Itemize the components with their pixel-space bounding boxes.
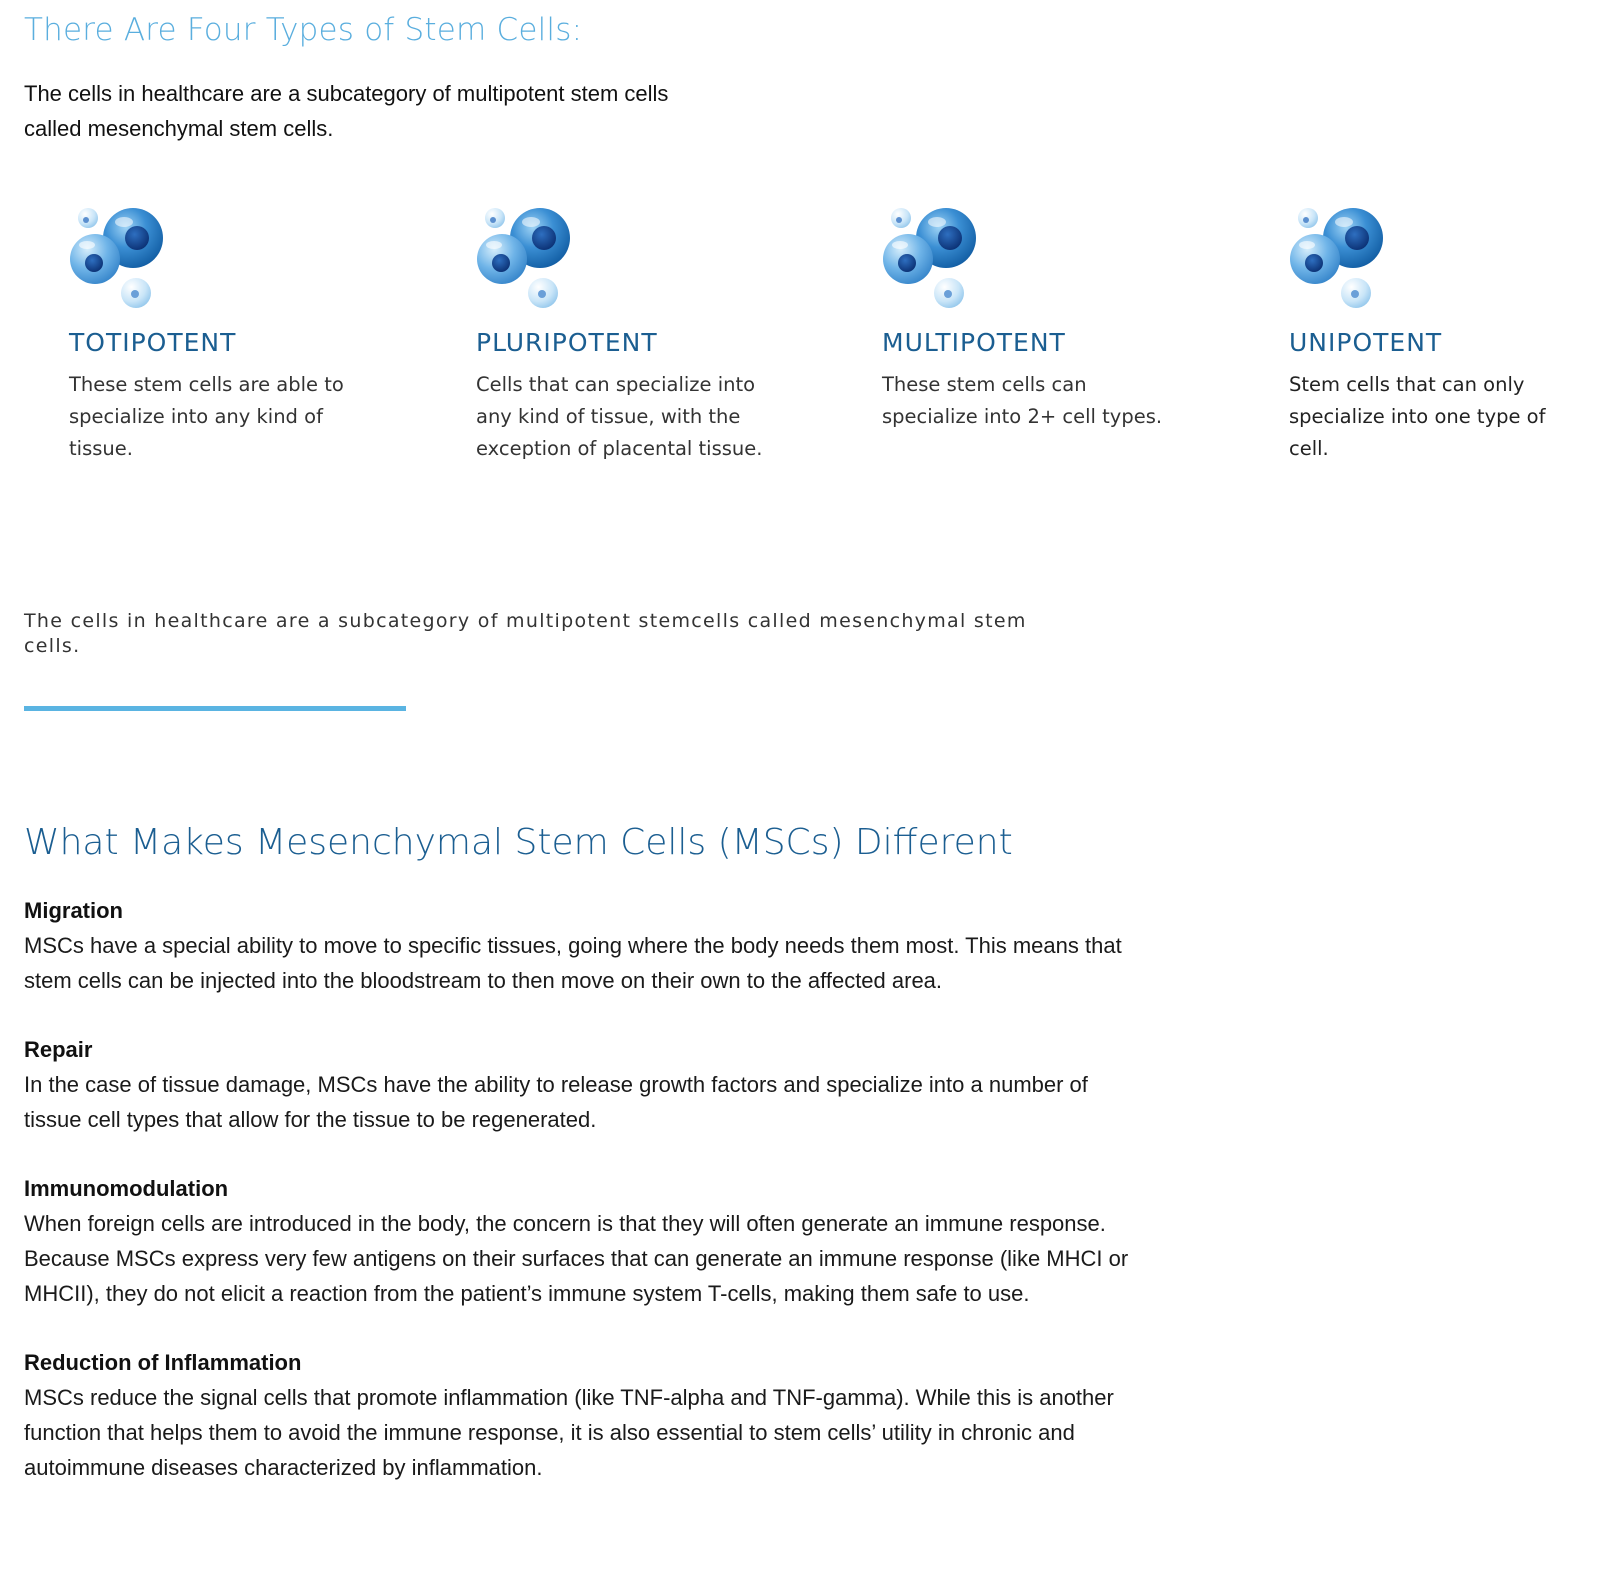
type-card-multipotent <box>882 205 1172 433</box>
msc-section-reduction-of-inflammation <box>24 1345 1134 1485</box>
divider-rule <box>24 706 406 711</box>
msc-body: MSCs have a special ability to move to specific tissues, going where the body needs them most. This means that stem cells can be injected into the bloodstream to then move on their own to the affected area. <box>24 933 1122 993</box>
msc-title: What Makes Mesenchymal Stem Cells (MSCs) Different <box>24 822 1013 863</box>
msc-body: When foreign cells are introduced in the body, the concern is that they will often generate an immune response. Because MSCs express very few antigens on their surfaces that can generate an immune response (like MHCI or MHCII), they do not elicit a reaction from the patient’s immune system T-cells, making them safe to use. <box>24 1211 1129 1306</box>
msc-body: In the case of tissue damage, MSCs have the ability to release growth factors and specialize into a number of tissue cell types that allow for the tissue to be regenerated. <box>24 1072 1088 1132</box>
stem-cells-icon <box>476 205 576 310</box>
type-card-totipotent <box>69 205 359 465</box>
stem-cells-icon <box>882 205 982 310</box>
stem-cells-icon <box>69 205 169 310</box>
type-name: MULTIPOTENT <box>882 328 1066 357</box>
msc-heading: Reduction of Inflammation <box>24 1350 302 1375</box>
msc-heading: Repair <box>24 1037 93 1062</box>
types-note: The cells in healthcare are a subcategory of multipotent stemcells called mesenchymal stem cells. <box>24 610 1027 657</box>
msc-heading: Immunomodulation <box>24 1176 229 1201</box>
types-title: There Are Four Types of Stem Cells: <box>24 12 583 48</box>
type-card-unipotent <box>1289 205 1579 465</box>
type-description: These stem cells can specialize into 2+ cell types. <box>882 373 1163 428</box>
msc-section-immunomodulation <box>24 1171 1134 1311</box>
types-grid <box>69 205 1589 505</box>
type-name: PLURIPOTENT <box>476 328 658 357</box>
type-description: Stem cells that can only specialize into one type of cell. <box>1289 373 1546 460</box>
type-description: These stem cells are able to specialize into any kind of tissue. <box>69 373 344 460</box>
type-card-pluripotent <box>476 205 766 465</box>
msc-heading: Migration <box>24 898 123 923</box>
msc-section-migration <box>24 893 1134 998</box>
msc-sections <box>24 893 1134 1485</box>
type-description: Cells that can specialize into any kind of tissue, with the exception of placental tissue. <box>476 373 763 460</box>
type-name: TOTIPOTENT <box>69 328 237 357</box>
type-name: UNIPOTENT <box>1289 328 1443 357</box>
msc-body: MSCs reduce the signal cells that promote inflammation (like TNF-alpha and TNF-gamma). While this is another function that helps them to avoid the immune response, it is also essential to stem cells’ utility in chronic and autoimmune diseases characterized by inflammation. <box>24 1385 1114 1480</box>
types-intro: The cells in healthcare are a subcategory of multipotent stem cells called mesenchymal stem cells. <box>24 81 669 141</box>
msc-section-repair <box>24 1032 1134 1137</box>
stem-cells-icon <box>1289 205 1389 310</box>
